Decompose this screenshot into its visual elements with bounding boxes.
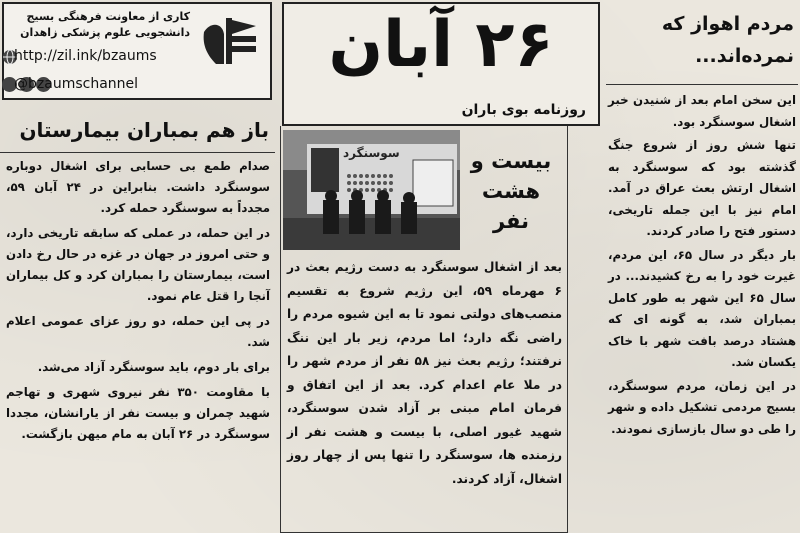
paragraph: در این زمان، مردم سوسنگرد، بسیج مردمی تشکیل داده و شهر را طی دو سال بازسازی نمودند. xyxy=(608,378,796,436)
paragraph: در این حمله، در عملی که سابقه تاریخی دارد، و حتی امروز در جهان در غزه در حال رخ دادن است، بیمارستان را بمباران کرد و کل بیماران آنجا را قتل عام نمود. xyxy=(6,226,270,303)
masthead xyxy=(282,2,600,126)
left-headline: باز هم بمباران بیمارستان xyxy=(19,118,269,142)
right-article xyxy=(604,0,800,533)
paragraph: برای بار دوم، باید سوسنگرد آزاد می‌شد. xyxy=(37,360,270,374)
paragraph: بار دیگر در سال ۶۵، این مردم، غیرت خود را به رخ کشیدند... در سال ۶۵ این شهر به طور کامل بمباران شد، به گونه ای که هشتاد درصد بافت شهر با خاک یکسان شد. xyxy=(608,247,797,369)
middle-headline: بیست و هشت نفر xyxy=(470,149,552,233)
brand-box xyxy=(2,2,272,100)
sousangerd-photo xyxy=(283,130,460,250)
brand-line-1: کاری از معاونت فرهنگی بسیج xyxy=(26,10,190,23)
paragraph: در پی این حمله، دو روز عزای عمومی اعلام شد. xyxy=(6,314,270,349)
brand-line-2: دانشجویی علوم پزشکی زاهدان xyxy=(20,26,190,39)
left-body xyxy=(6,156,270,449)
divider xyxy=(0,152,275,153)
right-headline: مردم اهواز که نمرده‌اند... xyxy=(661,13,794,67)
paragraph: این سخن امام بعد از شنیدن خبر اشغال سوسنگرد بود. xyxy=(608,93,796,129)
right-body xyxy=(608,90,796,442)
middle-body: بعد از اشغال سوسنگرد به دست رژیم بعث در ۶ مهرماه ۵۹، این رژیم شروع به تقسیم منصب‌های دولتی نمود تا به این شیوه مردم را راضی نگه دارد؛ اما مردم، زیر بار این ننگ نرفتند؛ رژیم بعث نیز ۵۸ نفر از مردم شهر را در ملا عام اعدام کرد. بعد از این اتفاق و فرمان امام مبنی بر آزاد شدن سوسنگرد، شهید غیور اصلی، با بیست و هشت نفر از رزمنده ها، سوسنگرد را تنها پس از چهار روز اشغال، آزاد کردند. xyxy=(287,260,562,486)
divider xyxy=(606,84,798,85)
paragraph: تنها شش روز از شروع جنگ گذشته بود که سوسنگرد به اشغال ارتش بعث عراق در آمد. امام نیز با این جمله تاریخی، دستور فتح را صادر کردند. xyxy=(608,138,796,238)
brand-website-link[interactable]: http://zil.ink/bzaums xyxy=(14,48,157,64)
brand-channel-handle[interactable]: @bzaumschannel xyxy=(14,76,139,92)
left-article xyxy=(0,112,275,533)
paragraph: با مقاومت ۳۵۰ نفر نیروی شهری و تهاجم شهید چمران و بیست نفر از یارانشان، مجددا سوسنگرد در ۲۶ آبان به مام میهن بازگشت. xyxy=(6,385,270,441)
photo-sign-text: سوسنگرد xyxy=(343,146,400,160)
basij-logo-icon xyxy=(196,12,262,92)
middle-article xyxy=(280,126,568,533)
paragraph: صدام طمع بی حسابی برای اشغال دوباره سوسنگرد داشت. بنابراین در ۲۴ آبان ۵۹، مجدداً به سوسنگرد حمله کرد. xyxy=(6,159,271,215)
page-title: ۲۶ آبان xyxy=(328,8,554,82)
newspaper-name: روزنامه بوی باران xyxy=(461,102,586,118)
